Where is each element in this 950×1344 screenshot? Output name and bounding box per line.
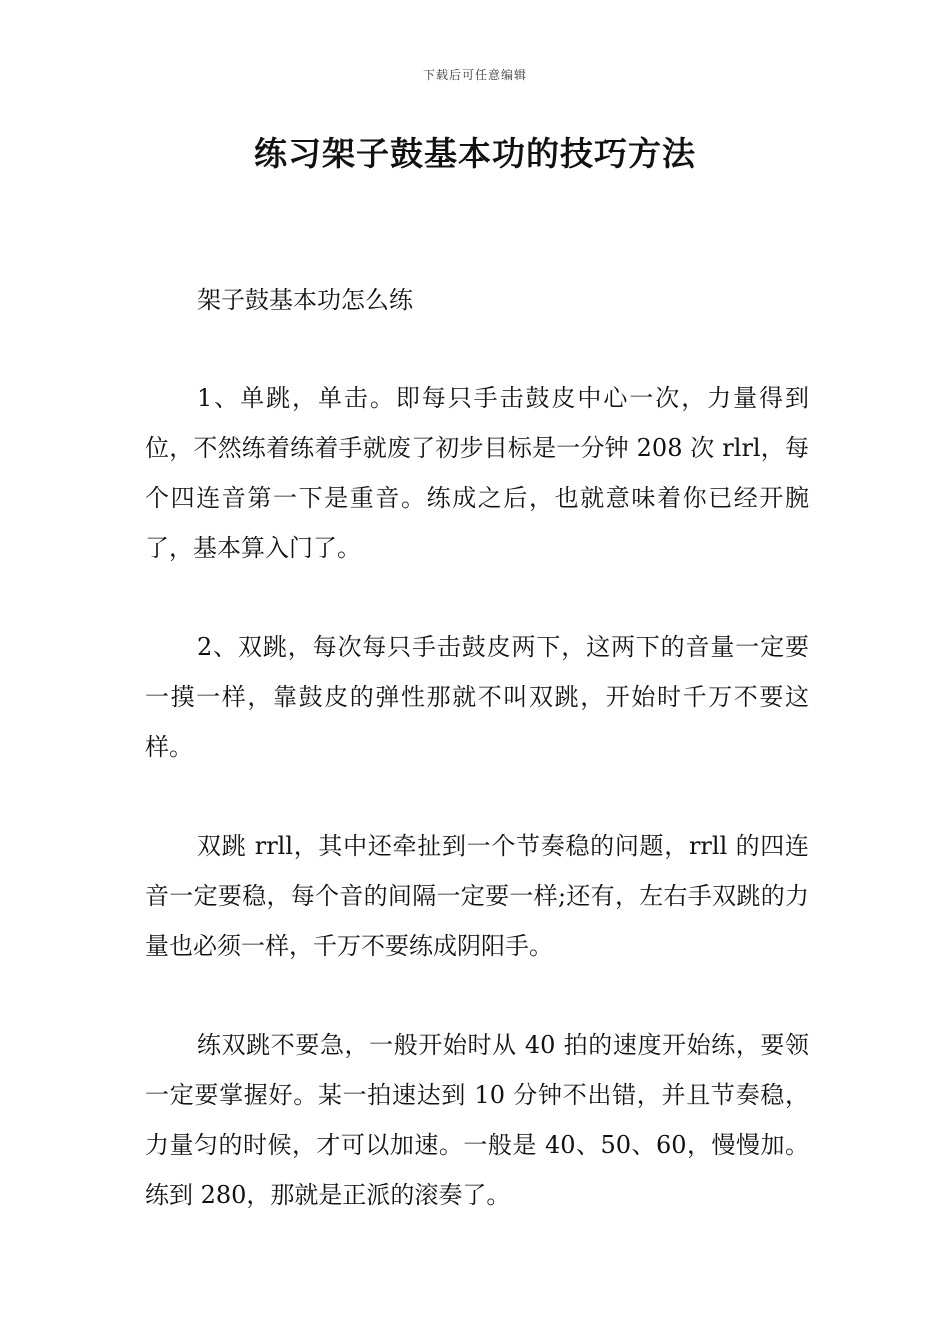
section-subtitle: 架子鼓基本功怎么练 (197, 286, 413, 314)
paragraph-practice-tempo: 练双跳不要急，一般开始时从 40 拍的速度开始练，要领一定要掌握好。某一拍速达到 10 分钟不出错，并且节奏稳，力量匀的时候，才可以加速。一般是 40、50、60，慢慢加。练到 280，那就是正派的滚奏了。 (145, 1031, 809, 1209)
document-title: 练习架子鼓基本功的技巧方法 (254, 134, 696, 173)
header-note: 下载后可任意编辑 (422, 68, 527, 82)
paragraph-double-stroke: 2、双跳，每次每只手击鼓皮两下，这两下的音量一定要一摸一样，靠鼓皮的弹性那就不叫双跳，开始时千万不要这样。 (145, 633, 809, 761)
paragraph-single-stroke: 1、单跳，单击。即每只手击鼓皮中心一次，力量得到位，不然练着练着手就废了初步目标是一分钟 208 次 rlrl，每个四连音第一下是重音。练成之后，也就意味着你已经开腕了，基本算入门了。 (145, 384, 809, 562)
paragraph-double-stroke-rrll: 双跳 rrll，其中还牵扯到一个节奏稳的问题，rrll 的四连音一定要稳，每个音的间隔一定要一样;还有，左右手双跳的力量也必须一样，千万不要练成阴阳手。 (145, 832, 809, 960)
